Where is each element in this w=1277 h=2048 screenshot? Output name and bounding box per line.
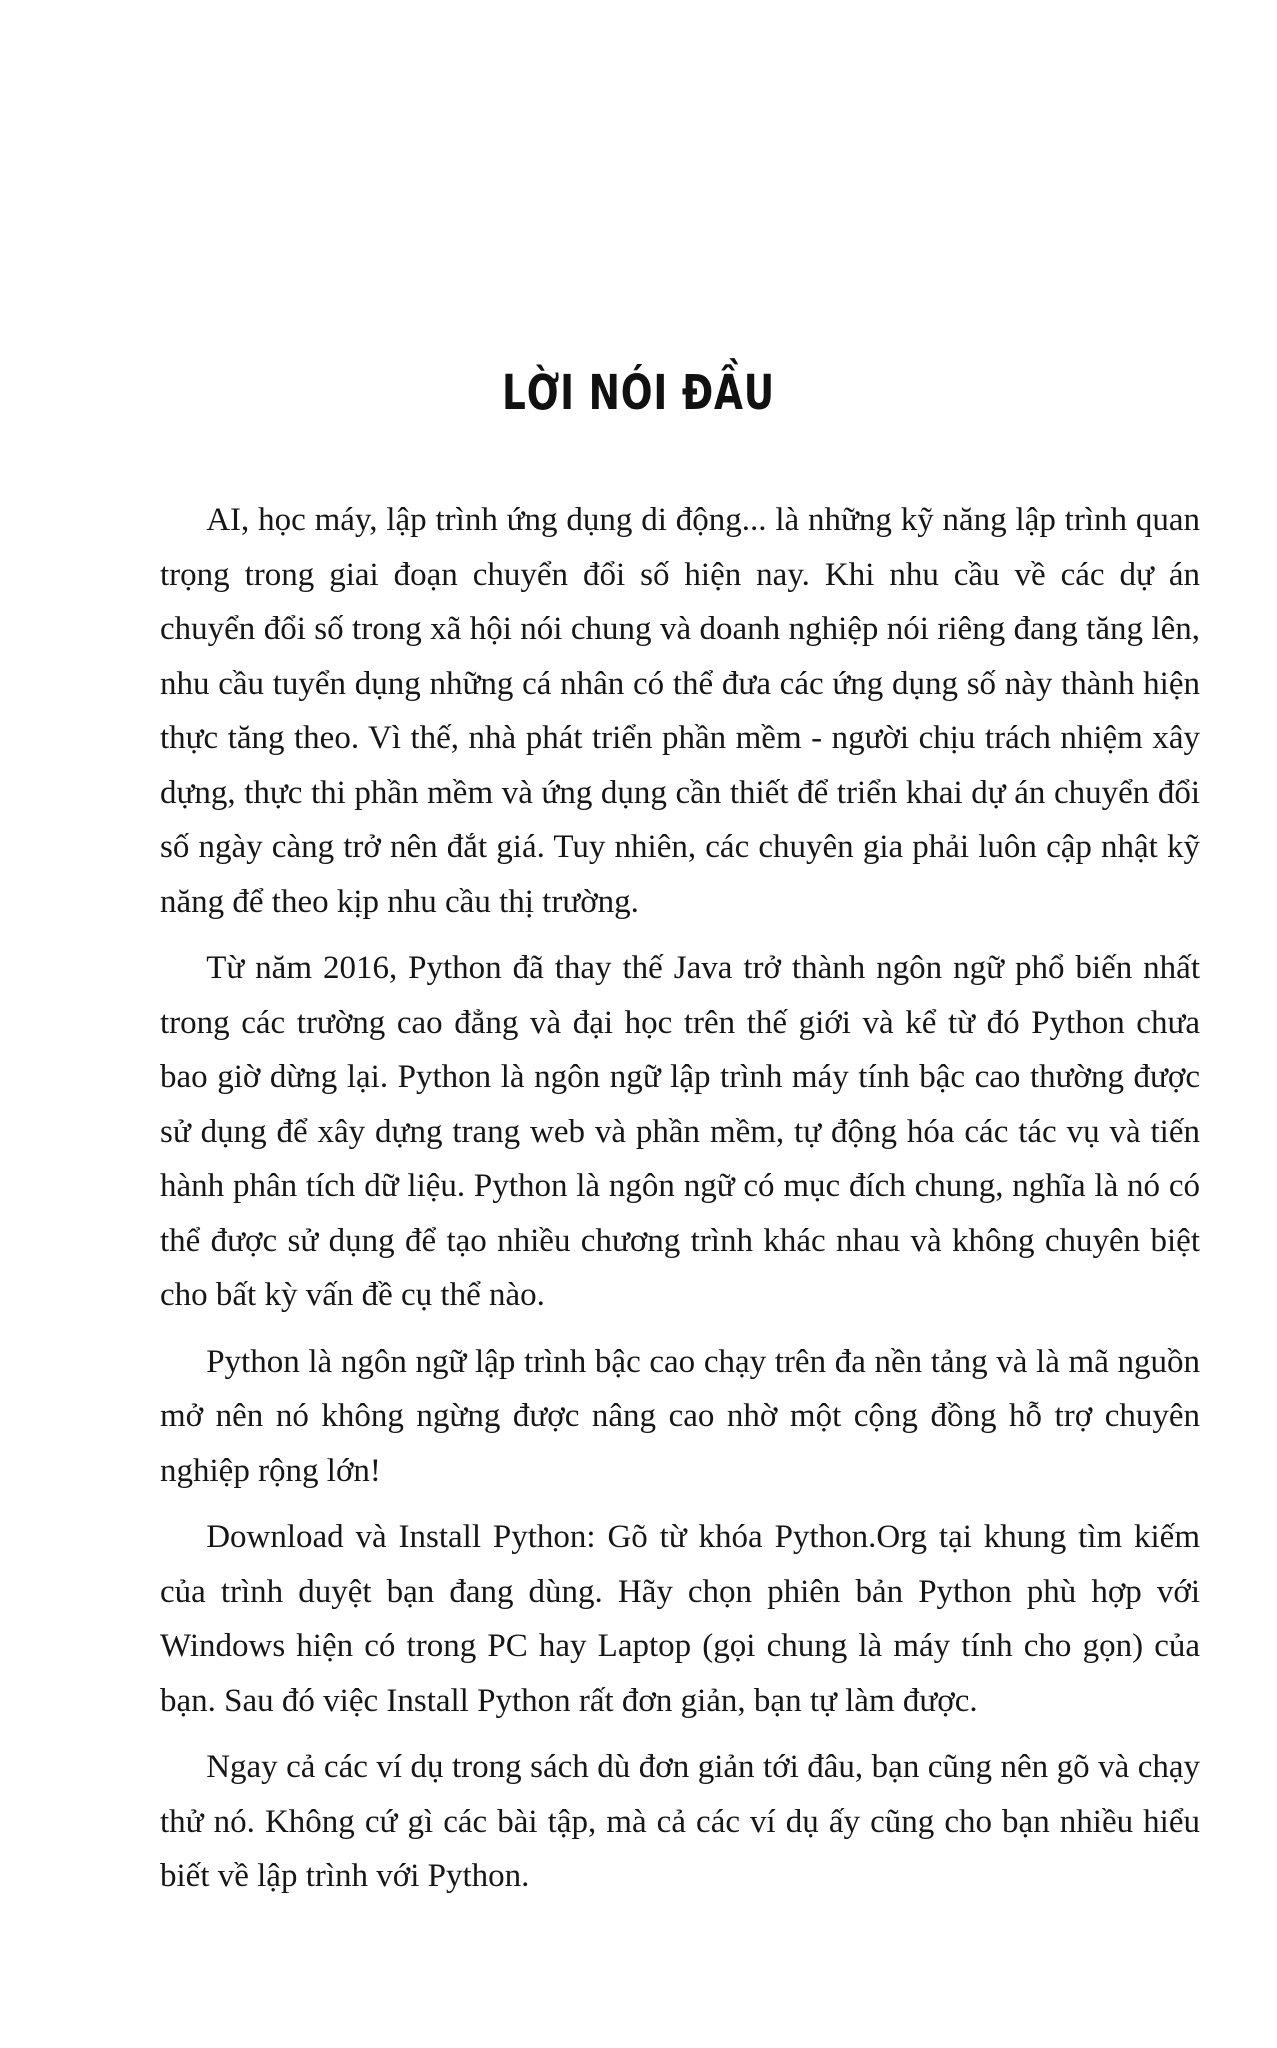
paragraph-2: Từ năm 2016, Python đã thay thế Java trở thành ngôn ngữ phổ biến nhất trong các trường cao đẳng và đại học trên thế giới và kể từ đó Python chưa bao giờ dừng lại. Python là ngôn ngữ lập trình máy tính bậc cao thường được sử dụng để xây dựng trang web và phần mềm, tự động hóa các tác vụ và tiến hành phân tích dữ liệu. Python là ngôn ngữ có mục đích chung, nghĩa là nó có thể được sử dụng để tạo nhiều chương trình khác nhau và không chuyên biệt cho bất kỳ vấn đề cụ thể nào. xyxy=(160,950,1200,1313)
preface-body xyxy=(160,493,1200,1916)
paragraph-3: Python là ngôn ngữ lập trình bậc cao chạy trên đa nền tảng và là mã nguồn mở nên nó không ngừng được nâng cao nhờ một cộng đồng hỗ trợ chuyên nghiệp rộng lớn! xyxy=(160,1343,1200,1489)
page-title: LỜI NÓI ĐẦU xyxy=(502,365,775,421)
paragraph-1: AI, học máy, lập trình ứng dụng di động... là những kỹ năng lập trình quan trọng trong giai đoạn chuyển đổi số hiện nay. Khi nhu cầu về các dự án chuyển đổi số trong xã hội nói chung và doanh nghiệp nói riêng đang tăng lên, nhu cầu tuyển dụng những cá nhân có thể đưa các ứng dụng số này thành hiện thực tăng theo. Vì thế, nhà phát triển phần mềm - người chịu trách nhiệm xây dựng, thực thi phần mềm và ứng dụng cần thiết để triển khai dự án chuyển đổi số ngày càng trở nên đắt giá. Tuy nhiên, các chuyên gia phải luôn cập nhật kỹ năng để theo kịp nhu cầu thị trường. xyxy=(160,502,1200,920)
paragraph-5: Ngay cả các ví dụ trong sách dù đơn giản tới đâu, bạn cũng nên gõ và chạy thử nó. Không cứ gì các bài tập, mà cả các ví dụ ấy cũng cho bạn nhiều hiểu biết về lập trình với Python. xyxy=(160,1749,1200,1894)
paragraph-4: Download và Install Python: Gõ từ khóa Python.Org tại khung tìm kiếm của trình duyệt bạn đang dùng. Hãy chọn phiên bản Python phù hợp với Windows hiện có trong PC hay Laptop (gọi chung là máy tính cho gọn) của bạn. Sau đó việc Install Python rất đơn giản, bạn tự làm được. xyxy=(160,1519,1200,1719)
